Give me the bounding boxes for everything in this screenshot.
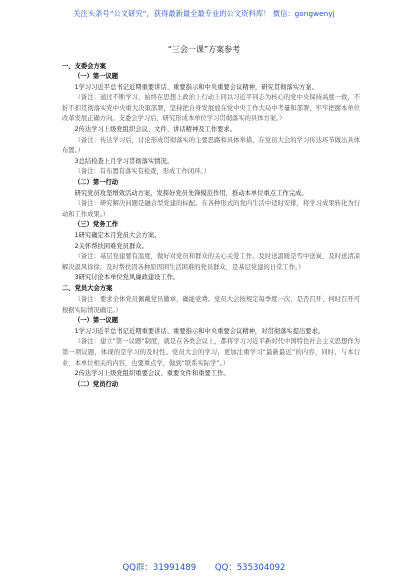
paragraph: 2传达学习上级党组织重要会议、重要文件和重要工作。 [74,370,230,378]
subsection-heading: （二）第一行动 [74,179,119,187]
document-title: “三会一课”方案参考 [167,45,241,54]
paragraph: 1研究确定本月党员大会方案。 [74,232,161,239]
document-body [62,61,360,390]
contact-footer: QQ群：31991489 QQ：535304092 [122,563,286,573]
note-paragraph: （备注：要求全体党员佩戴党员徽章，确能党费。党员大会按规定每季度一次，是否召开、何时召开可根据实际情况确定。） [62,296,360,314]
subsection-heading: （一）第一议题 [74,317,119,325]
paragraph: 3研究讨论本单位党风廉政建设工作。 [74,274,180,282]
subsection-heading: （二）党员行动 [74,380,119,388]
section-heading: 一、支委会方案 [62,62,107,70]
paragraph: 2关怀帮扶困难党员群众。 [74,242,148,250]
subsection-heading: （一）第一议题 [74,73,119,81]
note-paragraph: （备注：传达学习后，讨论形成贯彻落实的主要思路和具体举措，在党员大会的学习传达环节做出具体布置。） [62,136,360,155]
paragraph: 1学习习近平总书记近期重要讲话、重要指示和中央重要会议精神，研究贯彻落实方案。 [74,83,318,91]
note-paragraph: （备注：通过不断学习，始终在思想上政治上行动上同以习近平同志为核心的党中央保持高度一致，不折不扣贯彻落实党中央重大决策部署，坚持把自身发展放在党中央工作大局中考量和部署，牢牢把握本单位改革发展正确方向。支委会学习后，研究形成本单位学习贯彻落实的具体方案。） [62,94,360,123]
paragraph: 2传达学习上级党组织会议、文件、讲话精神及工作要求。 [74,126,237,134]
promo-banner: 关注头条号“公文研究”，获得最新最全最专业的公文资料库！ 微信：gongwenyj [73,9,335,18]
note-paragraph: （备注：建立“第一议题”制度，就是在各类会议上，都将学习习近平新时代中国特色社会主义思想作为第一项议题，体现的是学习的及时性。党员大会的学习，更加注重学习“最新最近”的内容，同时，与本行业、本单位相关的内容，也要重点学，做到“联系实际学”。） [62,338,360,367]
section-heading: 二、党员大会方案 [62,285,113,293]
note-paragraph: （备注：基层党建要有温度，做好对党员和群众的关心关爱工作。及时送温暖是雪中送炭，及时送清凉解决温风徐徐，及时帮扶因各种原因困生活困难的党员群众，是基层党建的日常工作。） [62,253,360,271]
note-paragraph: （备注：研究解决问题是融合型党建的标配。在各种形式的党内生活中适时安排，将学习成果转化为行动和工作成果。） [62,200,360,218]
paragraph: 3总结检查上月学习贯彻落实情况。 [74,157,174,165]
subsection-heading: （三）党务工作 [74,221,119,229]
note-paragraph: （备注：有布置有落实有检查，形成工作闭环。） [74,168,210,176]
paragraph: 研究党员攻坚增效活动方案，发挥好党员先锋模范作用，推动本单位重点工作完成。 [74,189,308,197]
paragraph: 1学习习近平总书记近期重要讲话、重要指示和中央重要会议精神，对贯彻落实提出要求。 [74,327,325,335]
